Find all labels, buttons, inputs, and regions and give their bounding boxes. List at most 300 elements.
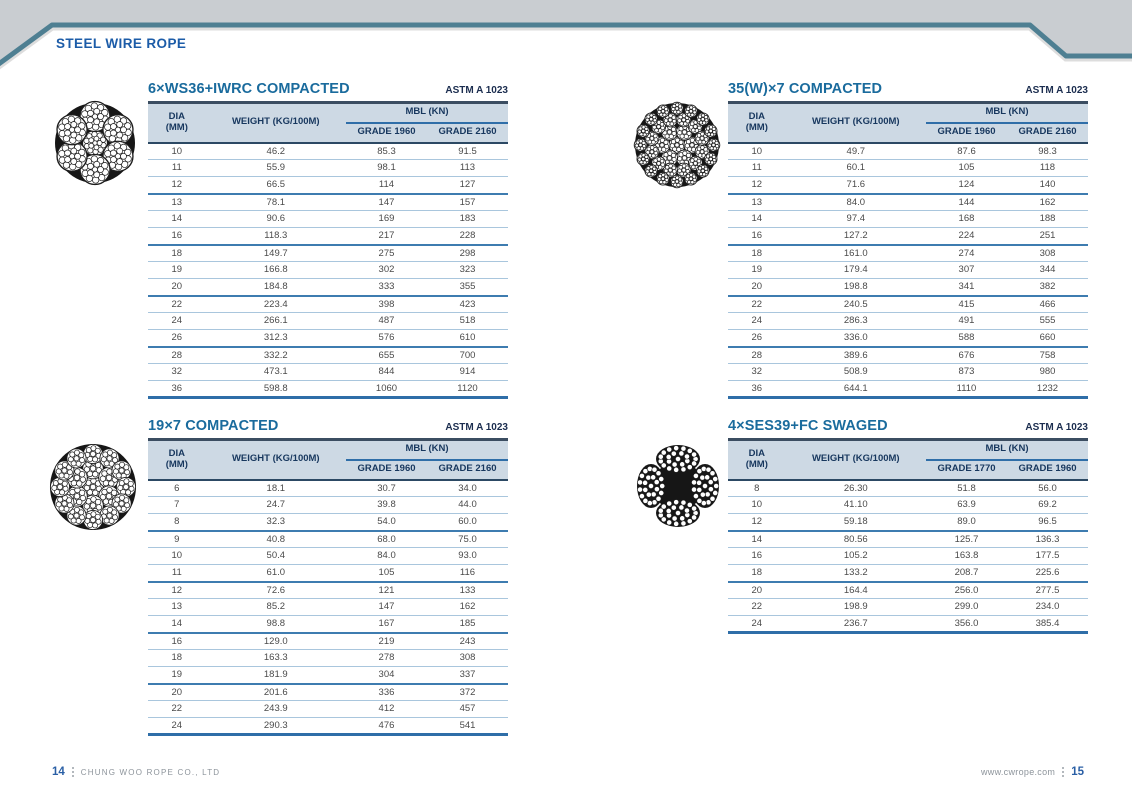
spec-cell: 16 — [728, 548, 786, 565]
table-row — [148, 279, 508, 296]
spec-cell: 72.6 — [206, 582, 346, 599]
spec-cell: 149.7 — [206, 245, 346, 262]
table-row — [148, 296, 508, 313]
column-header-grade-2: GRADE 2160 — [427, 123, 508, 143]
spec-cell: 96.5 — [1007, 514, 1088, 531]
spec-cell: 50.4 — [206, 548, 346, 565]
spec-cell: 24 — [148, 313, 206, 330]
spec-cell: 56.0 — [1007, 480, 1088, 497]
company-name: CHUNG WOO ROPE CO., LTD — [80, 767, 221, 777]
table-row — [728, 245, 1088, 262]
spec-cell: 356.0 — [954, 617, 979, 629]
spec-cell: 333 — [346, 279, 427, 296]
spec-cell: 13 — [728, 194, 786, 211]
column-header-grade-1: GRADE 1960 — [926, 123, 1007, 143]
spec-cell: 44.0 — [427, 497, 508, 514]
spec-cell: 415 — [926, 296, 1007, 313]
table-row — [148, 548, 508, 565]
column-header-grade-1: GRADE 1770 — [926, 460, 1007, 480]
spec-cell: 275 — [346, 245, 427, 262]
spec-cell: 219 — [346, 633, 427, 650]
spec-cell: 466 — [1007, 296, 1088, 313]
rope-cross-section-19x7-illustration — [43, 437, 143, 537]
spec-cell: 114 — [346, 177, 427, 194]
standard-label: ASTM A 1023 — [445, 422, 508, 433]
spec-cell: 144 — [926, 194, 1007, 211]
spec-cell: 118.3 — [206, 228, 346, 245]
column-header-grade-1: GRADE 1960 — [346, 123, 427, 143]
table-row — [728, 160, 1088, 177]
rope-cross-section-4xses39-fc-illustration — [628, 436, 728, 536]
spec-cell: 224 — [926, 228, 1007, 245]
table-row — [148, 667, 508, 684]
table-row — [728, 143, 1088, 160]
spec-table — [148, 438, 508, 736]
spec-cell: 24 — [751, 617, 763, 629]
spec-cell: 344 — [1007, 262, 1088, 279]
spec-cell: 34.0 — [427, 480, 508, 497]
spec-cell: 476 — [378, 719, 395, 731]
table-title: 4×SES39+FC SWAGED — [728, 418, 888, 434]
table-row — [728, 347, 1088, 364]
table-row — [728, 565, 1088, 582]
spec-cell: 20 — [728, 582, 786, 599]
spec-cell: 127.2 — [786, 228, 926, 245]
standard-label: ASTM A 1023 — [1025, 422, 1088, 433]
spec-cell: 113 — [427, 160, 508, 177]
spec-cell: 168 — [926, 211, 1007, 228]
spec-cell: 97.4 — [786, 211, 926, 228]
spec-cell: 39.8 — [346, 497, 427, 514]
spec-cell: 55.9 — [206, 160, 346, 177]
spec-cell: 19 — [728, 262, 786, 279]
table-row — [148, 347, 508, 364]
spec-cell: 298 — [427, 245, 508, 262]
spec-cell: 60.0 — [427, 514, 508, 531]
spec-cell: 162 — [1007, 194, 1088, 211]
spec-cell: 243.9 — [206, 701, 346, 718]
spec-table — [728, 438, 1088, 634]
spec-cell: 372 — [427, 684, 508, 701]
table-row — [728, 364, 1088, 381]
spec-cell: 541 — [459, 719, 476, 731]
table-row — [148, 245, 508, 262]
table-row — [148, 330, 508, 347]
spec-cell: 84.0 — [346, 548, 427, 565]
spec-cell: 22 — [728, 599, 786, 616]
spec-cell: 69.2 — [1007, 497, 1088, 514]
table-row — [728, 279, 1088, 296]
spec-cell: 80.56 — [786, 531, 926, 548]
table-row — [728, 228, 1088, 245]
spec-cell: 610 — [427, 330, 508, 347]
spec-cell: 24 — [171, 719, 183, 731]
column-header-weight: WEIGHT (KG/100M) — [206, 440, 346, 480]
spec-cell: 337 — [427, 667, 508, 684]
spec-cell: 85.2 — [206, 599, 346, 616]
spec-cell: 169 — [346, 211, 427, 228]
spec-cell: 844 — [346, 364, 427, 381]
footer-left — [52, 766, 220, 778]
page-number-left: 14 — [52, 766, 65, 778]
spec-cell: 385.4 — [1035, 617, 1060, 629]
spec-cell: 167 — [346, 616, 427, 633]
spec-cell: 198.9 — [786, 599, 926, 616]
spec-cell: 1120 — [457, 382, 478, 394]
column-header-mbl: MBL (KN) — [926, 103, 1088, 123]
table-row — [148, 684, 508, 701]
table-row — [728, 497, 1088, 514]
spec-table — [728, 101, 1088, 399]
table-row — [728, 296, 1088, 313]
table-row — [148, 211, 508, 228]
spec-cell: 18.1 — [206, 480, 346, 497]
spec-cell: 12 — [728, 514, 786, 531]
spec-cell: 124 — [926, 177, 1007, 194]
table-row — [728, 211, 1088, 228]
spec-cell: 6 — [148, 480, 206, 497]
spec-cell: 105 — [926, 160, 1007, 177]
spec-cell: 89.0 — [926, 514, 1007, 531]
standard-label: ASTM A 1023 — [1025, 85, 1088, 96]
spec-cell: 125.7 — [926, 531, 1007, 548]
spec-cell: 68.0 — [346, 531, 427, 548]
table-title: 19×7 COMPACTED — [148, 418, 279, 434]
spec-cell: 518 — [427, 313, 508, 330]
spec-cell: 60.1 — [786, 160, 926, 177]
spec-cell: 473.1 — [206, 364, 346, 381]
column-header-dia: DIA (MM) — [148, 103, 206, 143]
table-row — [148, 364, 508, 381]
spec-cell: 32 — [728, 364, 786, 381]
spec-cell: 51.8 — [926, 480, 1007, 497]
table-row — [728, 480, 1088, 497]
table-row — [728, 194, 1088, 211]
spec-cell: 341 — [926, 279, 1007, 296]
spec-cell: 26 — [148, 330, 206, 347]
spec-cell: 78.1 — [206, 194, 346, 211]
table-row — [148, 582, 508, 599]
spec-cell: 179.4 — [786, 262, 926, 279]
rope-table-section — [728, 78, 1088, 399]
spec-cell: 588 — [926, 330, 1007, 347]
rope-table-section — [728, 415, 1088, 634]
column-header-weight: WEIGHT (KG/100M) — [206, 103, 346, 143]
spec-cell: 228 — [427, 228, 508, 245]
table-row — [728, 381, 1088, 398]
spec-cell: 389.6 — [786, 347, 926, 364]
spec-cell: 105 — [346, 565, 427, 582]
column-header-grade-1: GRADE 1960 — [346, 460, 427, 480]
table-row — [148, 531, 508, 548]
spec-cell: 36 — [751, 382, 763, 394]
column-header-dia: DIA (MM) — [728, 440, 786, 480]
spec-cell: 256.0 — [926, 582, 1007, 599]
spec-cell: 28 — [728, 347, 786, 364]
spec-cell: 290.3 — [263, 719, 288, 731]
spec-cell: 129.0 — [206, 633, 346, 650]
spec-cell: 71.6 — [786, 177, 926, 194]
table-row — [728, 548, 1088, 565]
spec-cell: 412 — [346, 701, 427, 718]
spec-cell: 700 — [427, 347, 508, 364]
spec-cell: 16 — [148, 228, 206, 245]
page-footer — [0, 766, 1132, 778]
table-row — [148, 565, 508, 582]
spec-cell: 236.7 — [843, 617, 868, 629]
spec-cell: 332.2 — [206, 347, 346, 364]
table-row — [148, 313, 508, 330]
column-header-grade-2: GRADE 2160 — [427, 460, 508, 480]
spec-cell: 18 — [728, 245, 786, 262]
spec-cell: 243 — [427, 633, 508, 650]
table-title-row — [148, 78, 508, 97]
page-title: STEEL WIRE ROPE — [56, 36, 187, 51]
spec-cell: 8 — [728, 480, 786, 497]
spec-cell: 382 — [1007, 279, 1088, 296]
spec-cell: 13 — [148, 599, 206, 616]
column-header-weight: WEIGHT (KG/100M) — [786, 440, 926, 480]
spec-cell: 22 — [148, 701, 206, 718]
spec-cell: 26 — [728, 330, 786, 347]
spec-cell: 266.1 — [206, 313, 346, 330]
spec-cell: 14 — [728, 531, 786, 548]
spec-cell: 323 — [427, 262, 508, 279]
spec-cell: 163.8 — [926, 548, 1007, 565]
table-title: 35(W)×7 COMPACTED — [728, 81, 883, 97]
spec-cell: 10 — [728, 143, 786, 160]
spec-cell: 487 — [346, 313, 427, 330]
spec-cell: 18 — [148, 650, 206, 667]
spec-cell: 12 — [148, 177, 206, 194]
spec-cell: 85.3 — [346, 143, 427, 160]
column-header-grade-2: GRADE 2160 — [1007, 123, 1088, 143]
spec-cell: 9 — [148, 531, 206, 548]
spec-cell: 18 — [728, 565, 786, 582]
spec-cell: 7 — [148, 497, 206, 514]
spec-cell: 105.2 — [786, 548, 926, 565]
spec-cell: 914 — [427, 364, 508, 381]
spec-cell: 98.1 — [346, 160, 427, 177]
table-row — [728, 330, 1088, 347]
table-row — [148, 143, 508, 160]
spec-cell: 655 — [346, 347, 427, 364]
column-header-grade-2: GRADE 1960 — [1007, 460, 1088, 480]
spec-cell: 98.3 — [1007, 143, 1088, 160]
spec-cell: 24 — [728, 313, 786, 330]
spec-cell: 555 — [1007, 313, 1088, 330]
spec-cell: 66.5 — [206, 177, 346, 194]
spec-cell: 98.8 — [206, 616, 346, 633]
spec-cell: 54.0 — [346, 514, 427, 531]
spec-cell: 162 — [427, 599, 508, 616]
spec-cell: 676 — [926, 347, 1007, 364]
table-row — [728, 599, 1088, 616]
spec-cell: 166.8 — [206, 262, 346, 279]
spec-cell: 576 — [346, 330, 427, 347]
spec-cell: 758 — [1007, 347, 1088, 364]
spec-cell: 14 — [148, 616, 206, 633]
spec-cell: 8 — [148, 514, 206, 531]
spec-cell: 84.0 — [786, 194, 926, 211]
spec-cell: 234.0 — [1007, 599, 1088, 616]
spec-cell: 299.0 — [926, 599, 1007, 616]
spec-cell: 10 — [148, 548, 206, 565]
spec-cell: 660 — [1007, 330, 1088, 347]
spec-cell: 873 — [926, 364, 1007, 381]
spec-cell: 188 — [1007, 211, 1088, 228]
spec-cell: 26.30 — [786, 480, 926, 497]
spec-cell: 1232 — [1036, 382, 1059, 394]
spec-table — [148, 101, 508, 399]
spec-cell: 10 — [148, 143, 206, 160]
spec-cell: 14 — [148, 211, 206, 228]
spec-cell: 93.0 — [427, 548, 508, 565]
spec-cell: 286.3 — [786, 313, 926, 330]
spec-cell: 307 — [926, 262, 1007, 279]
spec-cell: 49.7 — [786, 143, 926, 160]
spec-cell: 12 — [728, 177, 786, 194]
table-row — [148, 633, 508, 650]
table-row — [728, 531, 1088, 548]
table-row — [728, 616, 1088, 633]
table-row — [148, 616, 508, 633]
spec-cell: 198.8 — [786, 279, 926, 296]
spec-cell: 225.6 — [1007, 565, 1088, 582]
spec-cell: 277.5 — [1007, 582, 1088, 599]
spec-cell: 116 — [427, 565, 508, 582]
spec-cell: 19 — [148, 262, 206, 279]
spec-cell: 59.18 — [786, 514, 926, 531]
spec-cell: 133 — [427, 582, 508, 599]
table-row — [148, 718, 508, 735]
table-row — [148, 228, 508, 245]
table-row — [728, 514, 1088, 531]
rope-table-section — [148, 415, 508, 736]
spec-cell: 274 — [926, 245, 1007, 262]
column-header-mbl: MBL (KN) — [346, 440, 508, 460]
spec-cell: 75.0 — [427, 531, 508, 548]
spec-cell: 127 — [427, 177, 508, 194]
table-row — [148, 381, 508, 398]
spec-cell: 19 — [148, 667, 206, 684]
table-row — [148, 177, 508, 194]
spec-cell: 121 — [346, 582, 427, 599]
spec-cell: 136.3 — [1007, 531, 1088, 548]
spec-cell: 336 — [346, 684, 427, 701]
table-row — [148, 194, 508, 211]
spec-cell: 423 — [427, 296, 508, 313]
spec-cell: 18 — [148, 245, 206, 262]
footer-right — [981, 766, 1084, 778]
spec-cell: 183 — [427, 211, 508, 228]
spec-cell: 40.8 — [206, 531, 346, 548]
standard-label: ASTM A 1023 — [445, 85, 508, 96]
spec-cell: 10 — [728, 497, 786, 514]
rope-cross-section-35wx7-illustration — [627, 95, 727, 195]
rope-table-section — [148, 78, 508, 399]
table-title-row — [728, 78, 1088, 97]
spec-cell: 223.4 — [206, 296, 346, 313]
spec-cell: 644.1 — [843, 382, 868, 394]
spec-cell: 140 — [1007, 177, 1088, 194]
spec-cell: 308 — [1007, 245, 1088, 262]
table-title: 6×WS36+IWRC COMPACTED — [148, 81, 350, 97]
column-header-mbl: MBL (KN) — [346, 103, 508, 123]
spec-cell: 508.9 — [786, 364, 926, 381]
table-row — [728, 582, 1088, 599]
spec-cell: 16 — [148, 633, 206, 650]
spec-cell: 184.8 — [206, 279, 346, 296]
column-header-dia: DIA (MM) — [728, 103, 786, 143]
spec-cell: 157 — [427, 194, 508, 211]
spec-cell: 11 — [148, 565, 206, 582]
spec-cell: 278 — [346, 650, 427, 667]
spec-cell: 302 — [346, 262, 427, 279]
spec-cell: 177.5 — [1007, 548, 1088, 565]
website-url: www.cwrope.com — [980, 767, 1056, 777]
table-row — [148, 650, 508, 667]
spec-cell: 22 — [148, 296, 206, 313]
spec-cell: 36 — [171, 382, 183, 394]
spec-cell: 13 — [148, 194, 206, 211]
column-header-dia: DIA (MM) — [148, 440, 206, 480]
spec-cell: 30.7 — [346, 480, 427, 497]
spec-cell: 161.0 — [786, 245, 926, 262]
table-row — [148, 480, 508, 497]
footer-separator-icon — [1062, 767, 1064, 777]
column-header-weight: WEIGHT (KG/100M) — [786, 103, 926, 143]
spec-cell: 208.7 — [926, 565, 1007, 582]
rope-cross-section-6xws36-iwrc-illustration — [45, 93, 145, 193]
spec-cell: 14 — [728, 211, 786, 228]
column-header-mbl: MBL (KN) — [926, 440, 1088, 460]
spec-cell: 598.8 — [263, 382, 288, 394]
table-title-row — [728, 415, 1088, 434]
spec-cell: 980 — [1007, 364, 1088, 381]
spec-cell: 118 — [1007, 160, 1088, 177]
table-row — [148, 497, 508, 514]
spec-cell: 240.5 — [786, 296, 926, 313]
spec-cell: 312.3 — [206, 330, 346, 347]
spec-cell: 20 — [728, 279, 786, 296]
spec-cell: 457 — [427, 701, 508, 718]
spec-cell: 46.2 — [206, 143, 346, 160]
table-row — [148, 262, 508, 279]
spec-cell: 336.0 — [786, 330, 926, 347]
spec-cell: 133.2 — [786, 565, 926, 582]
spec-cell: 61.0 — [206, 565, 346, 582]
table-title-row — [148, 415, 508, 434]
spec-cell: 251 — [1007, 228, 1088, 245]
spec-cell: 304 — [346, 667, 427, 684]
spec-cell: 22 — [728, 296, 786, 313]
spec-cell: 185 — [427, 616, 508, 633]
spec-cell: 398 — [346, 296, 427, 313]
spec-cell: 1110 — [956, 382, 977, 394]
spec-cell: 11 — [728, 160, 786, 177]
spec-cell: 11 — [148, 160, 206, 177]
table-row — [148, 599, 508, 616]
spec-cell: 308 — [427, 650, 508, 667]
spec-cell: 24.7 — [206, 497, 346, 514]
spec-cell: 20 — [148, 684, 206, 701]
spec-cell: 163.3 — [206, 650, 346, 667]
spec-cell: 201.6 — [206, 684, 346, 701]
table-row — [728, 313, 1088, 330]
spec-cell: 87.6 — [926, 143, 1007, 160]
spec-cell: 147 — [346, 599, 427, 616]
